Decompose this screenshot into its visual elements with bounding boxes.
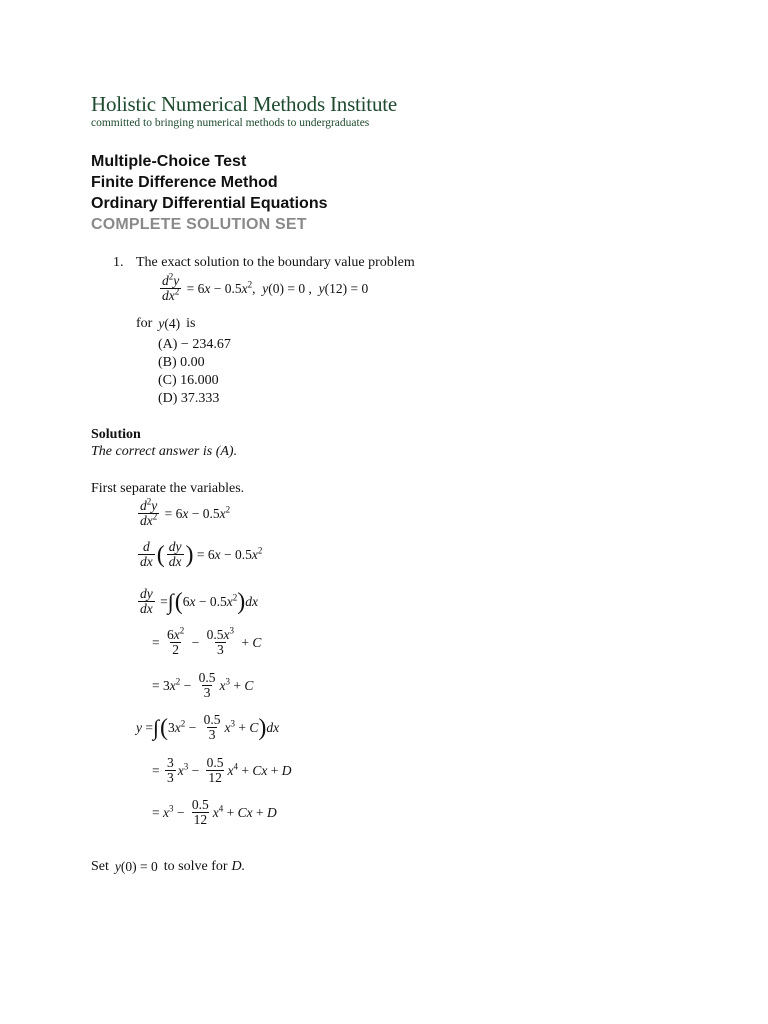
for-label: for [136,316,153,331]
test-title: Multiple-Choice Test [91,153,247,170]
option-b[interactable]: (B) 0.00 [158,355,205,370]
option-c[interactable]: (C) 16.000 [158,373,219,388]
eq-line-5: = $3x^2$ − $\frac{0.5}{3}$ $x^3 + C$ [152,670,254,701]
bvp-equation: $\frac{d^2y}{dx^2}$ = $6x - 0.5x^2$, y(0) = 0 , y(12) = 0 [162,271,369,304]
eq-line-4: = $\frac{6x^2}{2}$ − $\frac{0.5x^3}{3}$ + C [152,625,262,658]
question-text: The exact solution to the boundary value problem [136,255,415,270]
option-a[interactable]: (A) − 234.67 [158,337,231,352]
question-number: 1. [113,255,124,270]
subject-title: Ordinary Differential Equations [91,195,328,212]
question-for-line: for y(4) is [136,316,196,331]
eq-line-6: y = ∫ ( $3x^2$ − $\frac{0.5}{3}$ $x^3 + C$ ) dx [136,712,280,743]
solution-set-title: COMPLETE SOLUTION SET [91,216,307,233]
is-label: is [186,316,196,331]
step-separate: First separate the variables. [91,481,245,496]
solution-heading: Solution [91,427,141,442]
eq-line-8: = $x^3$ − $\frac{0.5}{12}$ $x^4 + Cx + D$ [152,797,277,828]
solve-for-label: to solve for [163,859,228,874]
set-label: Set [91,859,109,874]
solve-var: D. [231,859,246,874]
correct-answer: The correct answer is (A). [91,444,238,459]
eq-line-7: = $\frac{3}{3}$ $x^3$ − $\frac{0.5}{12}$ $x^4 + Cx + D$ [152,755,292,786]
eq-line-3: $\frac{dy}{dx}$ = ∫ ( $6x - 0.5x^2$ ) dx [140,586,259,617]
institute-name: Holistic Numerical Methods Institute [91,92,397,116]
eq-line-1: $\frac{d^2y}{dx^2}$ = $6x - 0.5x^2$ [140,496,231,529]
institute-tagline: committed to bringing numerical methods to undergraduates [91,117,370,129]
eq-line-2: $\frac{d}{dx}$ ( $\frac{dy}{dx}$ ) = $6x - 0.5x^2$ [140,539,263,570]
topic-title: Finite Difference Method [91,174,278,191]
option-d[interactable]: (D) 37.333 [158,391,220,406]
set-condition-line: Set y(0) = 0 to solve for D. [91,859,246,874]
